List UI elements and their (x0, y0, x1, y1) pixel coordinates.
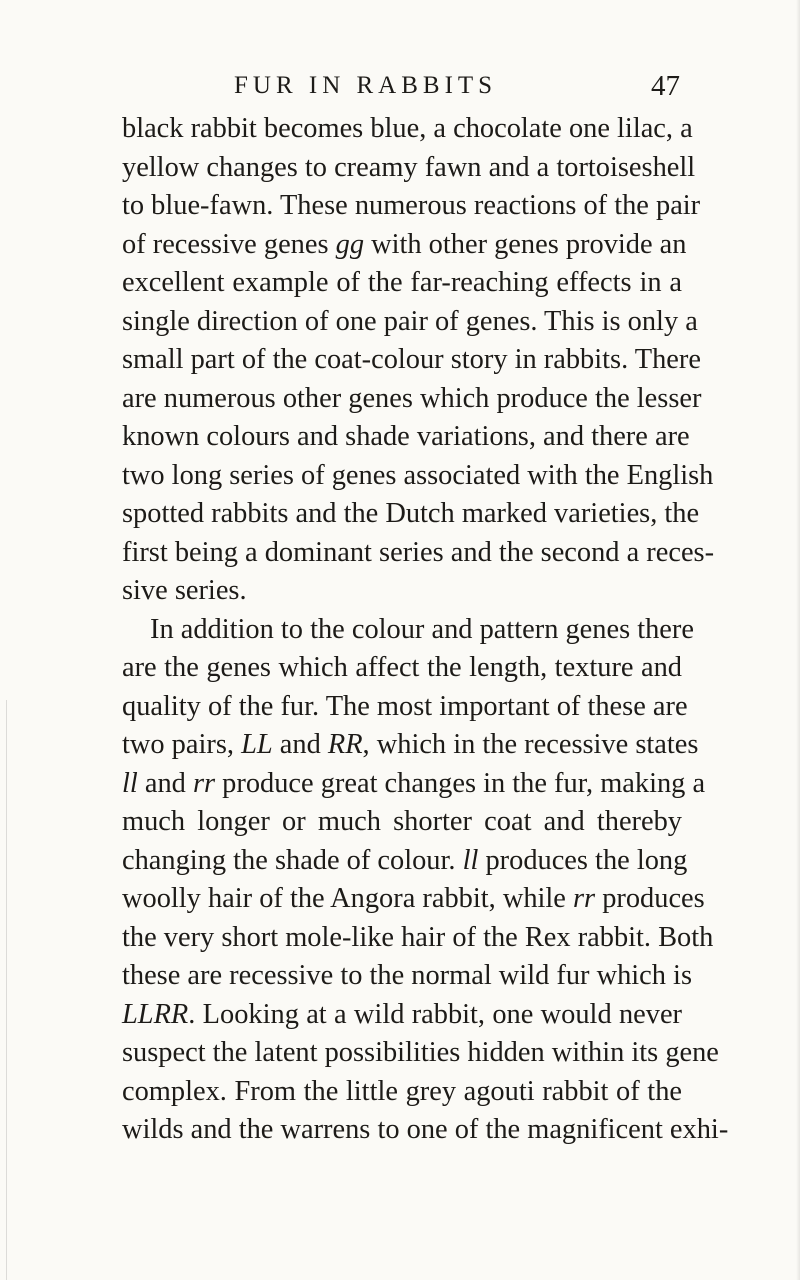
italic-gene-symbol: gg (335, 228, 365, 260)
text-line (122, 611, 694, 650)
text-segment: excellent example of the far-reaching effects in a (122, 267, 682, 298)
text-line (122, 880, 705, 919)
text-segment: with other genes provide an (364, 228, 687, 260)
text-segment: In addition to the colour and pattern genes there (150, 613, 694, 645)
text-line (122, 572, 682, 611)
text-segment: are numerous other genes which produce the lesser (122, 382, 702, 414)
text-segment: complex. From the little grey agouti rabbit of the (122, 1075, 682, 1107)
text-line (122, 765, 706, 804)
text-line (122, 1111, 729, 1150)
text-segment: , which in the recessive states (362, 729, 699, 760)
text-line (122, 226, 687, 265)
text-segment: yellow changes to creamy fawn and a tortoiseshell (122, 151, 696, 183)
text-segment: known colours and shade variations, and there are (122, 421, 690, 452)
text-line (122, 187, 701, 226)
text-segment: first being a dominant series and the second a reces- (122, 536, 715, 568)
text-segment: these are recessive to the normal wild fur which is (122, 960, 692, 991)
italic-gene-symbol: RR (327, 729, 363, 760)
text-segment: produces (595, 883, 705, 914)
italic-gene-symbol: ll (122, 767, 138, 799)
text-segment: . Looking at a wild rabbit, one would never (188, 998, 682, 1030)
running-head-title: FUR IN RABBITS (234, 72, 498, 99)
italic-gene-symbol: rr (573, 883, 596, 914)
text-line (122, 418, 690, 457)
text-segment: changing the shade of colour. (122, 844, 463, 876)
text-line (122, 803, 682, 842)
text-line (122, 457, 714, 496)
text-line (122, 1034, 719, 1073)
text-segment: the very short mole-like hair of the Rex rabbit. Both (122, 921, 714, 953)
text-segment: quality of the fur. The most important of these are (122, 690, 688, 722)
text-line (122, 341, 701, 380)
running-head (124, 66, 680, 106)
text-segment: small part of the coat-colour story in rabbits. There (122, 344, 701, 375)
text-segment: spotted rabbits and the Dutch marked varieties, the (122, 498, 700, 529)
text-segment: to blue-fawn. These numerous reactions of the pair (122, 190, 701, 221)
text-line (122, 1073, 682, 1112)
text-line (122, 919, 714, 958)
page-number: 47 (651, 70, 680, 102)
text-line (122, 688, 688, 727)
text-line (122, 996, 682, 1035)
text-segment: black rabbit becomes blue, a chocolate one lilac, a (122, 113, 693, 144)
text-segment: produce great changes in the fur, making a (215, 767, 706, 799)
text-segment: are the genes which affect the length, texture and (122, 652, 682, 683)
text-line (122, 726, 699, 765)
text-segment: woolly hair of the Angora rabbit, while (122, 883, 573, 914)
body-text (122, 110, 729, 1150)
text-segment: suspect the latent possibilities hidden within its gene (122, 1037, 719, 1068)
text-line (122, 303, 698, 342)
page-edge-shadow (796, 0, 800, 1280)
text-segment: and (137, 767, 193, 799)
text-line (122, 842, 688, 881)
italic-gene-symbol: LLRR (122, 998, 189, 1030)
text-line (122, 957, 692, 996)
italic-gene-symbol: LL (241, 729, 273, 760)
text-line (122, 149, 696, 188)
text-line (122, 110, 693, 149)
text-line (122, 264, 682, 303)
text-segment: two long series of genes associated with the English (122, 459, 714, 491)
italic-gene-symbol: rr (192, 767, 216, 799)
text-line (122, 495, 700, 534)
text-segment: and (272, 729, 328, 760)
text-segment: of recessive genes (122, 228, 336, 260)
text-segment: wilds and the warrens to one of the magnificent exhi- (122, 1114, 729, 1145)
italic-gene-symbol: ll (462, 844, 479, 876)
text-line (122, 534, 715, 573)
text-segment: sive series. (122, 575, 247, 606)
text-segment: single direction of one pair of genes. This is only a (122, 305, 698, 337)
text-line (122, 380, 702, 419)
text-segment: much longer or much shorter coat and thereby (122, 806, 682, 837)
text-line (122, 649, 682, 688)
page-gutter-shadow (6, 700, 7, 1280)
text-segment: produces the long (478, 844, 688, 876)
text-segment: two pairs, (122, 729, 242, 760)
